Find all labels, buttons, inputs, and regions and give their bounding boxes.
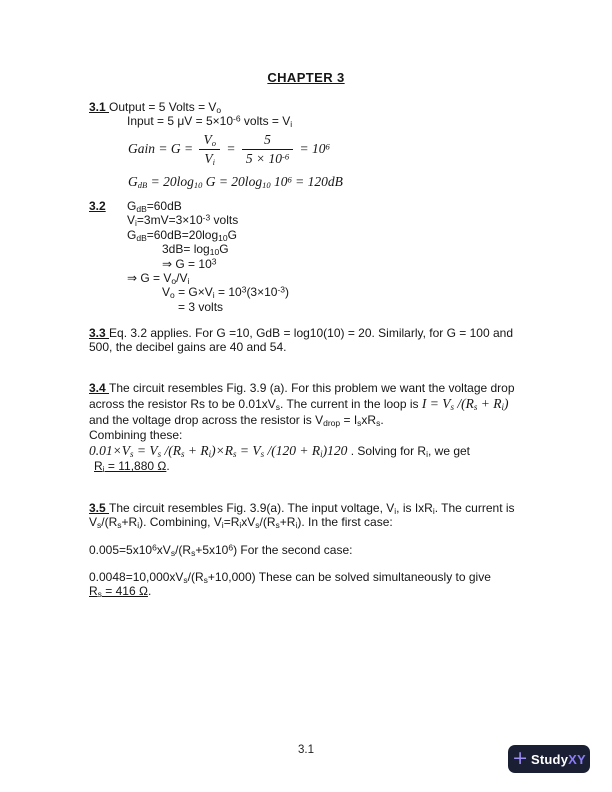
- solution-line: [89, 543, 515, 557]
- solution-line: [89, 340, 513, 354]
- brand-name-accent: XY: [568, 751, 586, 767]
- text-segment: The circuit resembles Fig. 3.9(a). The input voltage, $V_i$, is IxR$_i$. The current is: [109, 501, 515, 516]
- equation-segment: =: [222, 140, 239, 156]
- gdb-equation: $G_{dB} = 20\log_{10}$ $G = 20\log_{10}$ $10^6 = 120dB$: [128, 173, 343, 190]
- brand-name-primary: Study: [531, 751, 569, 767]
- page-number: 3.1: [298, 744, 314, 756]
- text-segment: .: [147, 584, 152, 599]
- solution-line: $G_{dB}=60dB=20\log_{10}G$: [127, 227, 237, 243]
- text-segment: 3.1: [89, 100, 110, 114]
- equation-segment: Gain = G =: [128, 140, 197, 156]
- solution-line: ⇒ $G = 10^3$: [162, 256, 217, 271]
- text-segment: .: [166, 459, 170, 474]
- solution-line: [89, 443, 515, 459]
- problem-3-4: [89, 381, 515, 475]
- solution-line: [89, 501, 515, 515]
- problem-3-1: [89, 100, 343, 189]
- solution-line: Input = 5 $\mu V = 5\times 10^{-6}$ volts = $V_i$: [127, 113, 293, 130]
- problem-3-3: [89, 326, 513, 354]
- solution-line: [89, 428, 515, 443]
- fraction: [199, 133, 220, 167]
- brand-name: [531, 752, 586, 767]
- solution-line: [89, 396, 515, 412]
- text-segment: 3.5: [89, 501, 110, 515]
- solution-result-line: [89, 584, 515, 598]
- solution-line: $V_o = G\times V_i = 10^3(3\times 10^{-3})$: [162, 284, 290, 301]
- text-segment: $0.0048=10,000xV_s/(R_s+10,000)$ These can be solved simultaneously to give: [89, 569, 491, 585]
- studyxy-logo: [508, 745, 590, 773]
- text-segment: $R_i = 11,880$ Ω: [94, 459, 167, 475]
- problem-3-5: [89, 501, 515, 598]
- solution-result-line: [94, 459, 515, 474]
- text-segment: $R_s = 416$ Ω: [89, 584, 148, 600]
- fraction: [242, 133, 293, 167]
- solution-line: $3dB= \log_{10}G$: [162, 242, 229, 258]
- fraction-denominator: $5 \times 10^{-6}$: [245, 151, 290, 167]
- fraction-numerator: $V_o$: [199, 133, 220, 150]
- text-segment: 3.3: [89, 326, 110, 340]
- gain-equation: [128, 133, 343, 167]
- plus-icon: +: [512, 746, 529, 769]
- text-segment: Eq. 3.2 applies. For G =10, GdB = log10(10) = 20. Similarly, for G = 100 and: [109, 326, 514, 340]
- solution-line: ⇒ $G = V_o/V_i$: [127, 271, 190, 287]
- solution-line: [89, 326, 513, 340]
- solution-line: $V_i=3mV=3\times 10^{-3}$ volts: [127, 212, 239, 229]
- inline-math: $I = V_s$ $/(R_s + R_i)$: [421, 396, 509, 413]
- solution-line: [89, 100, 343, 114]
- solution-line: [89, 381, 515, 396]
- problem-number: 3.2: [89, 199, 106, 213]
- solution-line: [89, 570, 515, 584]
- solution-line: [89, 515, 515, 529]
- text-segment: across the resistor Rs to be $0.01xV_s$. The current in the loop is: [89, 397, 422, 413]
- equation-segment: = $10^6$: [296, 140, 330, 156]
- text-segment: $V_s/(R_s+R_i)$. Combining, $V_i=R_ixV_s/(R_s+R_i)$. In the first case:: [89, 515, 393, 531]
- fraction-numerator: 5: [242, 133, 293, 150]
- text-segment: $0.005=5x10^6xV_s/(R_s+5x10^6)$ For the second case:: [89, 542, 353, 558]
- solution-line: [89, 413, 515, 428]
- solution-line: = 3 volts: [178, 299, 224, 314]
- text-segment: . Solving for $R_i$, we get: [347, 444, 471, 460]
- fraction-denominator: $V_i$: [204, 151, 216, 168]
- text-segment: The circuit resembles Fig. 3.9 (a). For this problem we want the voltage drop: [109, 381, 515, 395]
- text-segment: 500, the decibel gains are 40 and 54.: [89, 340, 287, 354]
- solution-line: $G_{dB}=60dB$: [127, 199, 182, 214]
- text-segment: Combining these:: [89, 427, 183, 442]
- text-segment: 3.4: [89, 381, 110, 395]
- text-segment: Output = 5 Volts = $V_o$: [109, 100, 222, 115]
- chapter-title: CHAPTER 3: [267, 70, 345, 85]
- problem-3-2: [89, 199, 289, 314]
- inline-math: $0.01\times V_s = V_s$ $/(R_s + R_i)\times R_s = V_s$ $/(120 + R_i)120$: [89, 443, 348, 460]
- text-segment: and the voltage drop across the resistor is $V_{drop} = I_sxR_s$.: [89, 412, 384, 428]
